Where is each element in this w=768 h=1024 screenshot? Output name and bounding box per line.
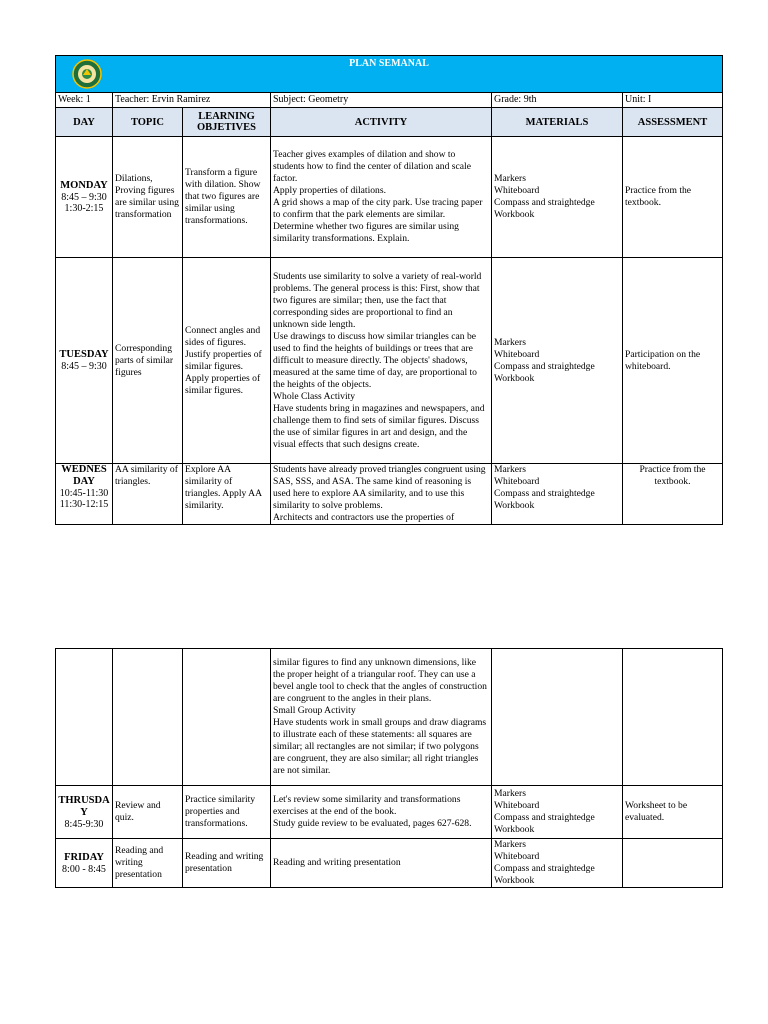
table-row-continuation: [56, 649, 723, 786]
activity-line: Use drawings to discuss how similar triangles can be used to find the heights of buildings or trees that are difficult to measure directly. The objects' shadows, measured at the same time of day, are proportional to the heights of the objects.: [273, 330, 477, 390]
unit-cell: Unit: I: [623, 93, 723, 108]
materials-cell: [492, 649, 623, 786]
assessment-cell: Worksheet to be evaluated.: [623, 786, 723, 839]
topic-cell: AA similarity of triangles.: [113, 464, 183, 525]
day-time: 8:45 – 9:30: [61, 361, 107, 372]
assessment-cell: Practice from the textbook.: [623, 137, 723, 258]
column-header-materials: MATERIALS: [492, 108, 623, 137]
day-name: TUESDAY: [59, 349, 109, 360]
column-header-activity: ACTIVITY: [271, 108, 492, 137]
activity-line: Whole Class Activity: [273, 390, 356, 402]
day-cell: [56, 839, 113, 888]
day-name: DAY: [73, 476, 95, 487]
grade-cell: Grade: 9th: [492, 93, 623, 108]
materials-cell: [492, 137, 623, 258]
activity-cell: [271, 786, 492, 839]
column-header-assessment: ASSESSMENT: [623, 108, 723, 137]
day-time: 8:00 - 8:45: [62, 863, 106, 875]
assessment-cell: [623, 649, 723, 786]
objectives-cell: Connect angles and sides of figures. Justify properties of similar figures. Apply properties of similar figures.: [183, 258, 271, 464]
material-item: Whiteboard: [494, 476, 540, 487]
activity-line: Reading and writing presentation: [273, 857, 401, 868]
table-row-thursday: [56, 786, 723, 839]
day-time: 11:30-12:15: [59, 499, 109, 510]
material-item: Whiteboard: [494, 851, 540, 862]
day-cell: [56, 464, 113, 525]
material-item: Compass and straightedge: [494, 197, 595, 208]
plan-title: PLAN SEMANAL: [349, 58, 429, 69]
table-row-monday: [56, 137, 723, 258]
assessment-cell: Practice from the textbook.: [623, 464, 723, 525]
material-item: Compass and straightedge: [494, 863, 595, 874]
material-item: Markers: [494, 788, 526, 799]
column-header-topic: TOPIC: [113, 108, 183, 137]
week-cell: Week: 1: [56, 93, 113, 108]
activity-line: Students have already proved triangles congruent using SAS, SSS, and ASA. The same kind of reasoning is used here to explore AA similarity, and to use this similarity to solve problems.: [273, 464, 486, 511]
activity-line: A grid shows a map of the city park. Use tracing paper to confirm that the park elements are similar.: [273, 197, 483, 220]
materials-cell: [492, 258, 623, 464]
activity-line: Small Group Activity: [273, 705, 356, 716]
school-seal-icon: [72, 59, 102, 89]
topic-cell: Corresponding parts of similar figures: [113, 258, 183, 464]
day-cell: [56, 649, 113, 786]
activity-line: Teacher gives examples of dilation and show to students how to find the center of dilation and scale factor.: [273, 149, 471, 184]
material-item: Markers: [494, 464, 526, 475]
activity-cell: [271, 464, 492, 525]
activity-line: Apply properties of dilations.: [273, 185, 386, 196]
objectives-cell: Practice similarity properties and transformations.: [183, 786, 271, 839]
day-name: THRUSDA: [58, 794, 110, 806]
topic-cell: [113, 649, 183, 786]
materials-cell: [492, 464, 623, 525]
column-header-objectives: LEARNING OBJETIVES: [183, 108, 271, 137]
activity-line: Have students bring in magazines and newspapers, and challenge them to find sets of similar figures. Discuss the use of similar figures in art and design, and the visual effects that such designs create.: [273, 402, 485, 450]
activity-line: similar figures to find any unknown dimensions, like the proper height of a triangular roof. They can use a bevel angle tool to check that the angles of construction are congruent to the angles in their plans.: [273, 657, 487, 704]
activity-line: Have students work in small groups and draw diagrams to illustrate each of these statements: all squares are similar; all rectangles are not similar; if two polygons are congruent, they are also similar; all right triangles are not similar.: [273, 717, 487, 776]
objectives-cell: Transform a figure with dilation. Show that two figures are similar using transformations.: [183, 137, 271, 258]
material-item: Whiteboard: [494, 800, 540, 811]
material-item: Compass and straightedge: [494, 812, 595, 823]
activity-line: Architects and contractors use the properties of: [273, 512, 455, 523]
day-name: FRIDAY: [64, 851, 104, 863]
weekly-plan-table: [55, 55, 723, 525]
activity-cell: [271, 839, 492, 888]
assessment-cell: Participation on the whiteboard.: [623, 258, 723, 464]
material-item: Workbook: [494, 209, 535, 220]
activity-line: Study guide review to be evaluated, pages 627-628.: [273, 818, 472, 829]
material-item: Markers: [494, 336, 526, 348]
material-item: Compass and straightedge: [494, 360, 595, 372]
topic-cell: Review and quiz.: [113, 786, 183, 839]
day-cell: [56, 258, 113, 464]
objectives-cell: [183, 649, 271, 786]
assessment-cell: [623, 839, 723, 888]
teacher-cell: Teacher: Ervin Ramirez: [113, 93, 271, 108]
materials-cell: [492, 786, 623, 839]
day-time: 8:45 – 9:30: [61, 192, 107, 203]
day-name: WEDNES: [61, 464, 107, 475]
material-item: Markers: [494, 839, 526, 850]
day-cell: [56, 137, 113, 258]
material-item: Workbook: [494, 824, 535, 835]
materials-cell: [492, 839, 623, 888]
table-row-tuesday: [56, 258, 723, 464]
objectives-cell: Explore AA similarity of triangles. Apply AA similarity.: [183, 464, 271, 525]
objectives-cell: Reading and writing presentation: [183, 839, 271, 888]
material-item: Workbook: [494, 372, 535, 384]
subject-cell: Subject: Geometry: [271, 93, 492, 108]
day-name: MONDAY: [60, 180, 108, 191]
day-time: 8:45-9:30: [64, 818, 104, 830]
activity-line: Students use similarity to solve a variety of real-world problems. The general process is this: First, show that two figures are similar; then, use the fact that corresponding sides are proportional to find an unknown side length.: [273, 270, 482, 330]
material-item: Markers: [494, 173, 526, 184]
material-item: Whiteboard: [494, 185, 540, 196]
material-item: Compass and straightedge: [494, 488, 595, 499]
activity-cell: [271, 137, 492, 258]
activity-line: Determine whether two figures are similar using similarity transformations. Explain.: [273, 221, 459, 244]
day-time: 10:45-11:30: [59, 488, 109, 499]
material-item: Workbook: [494, 875, 535, 886]
column-header-day: DAY: [56, 108, 113, 137]
day-time: 1:30-2:15: [64, 203, 104, 214]
material-item: Workbook: [494, 500, 535, 511]
table-row-wednesday: [56, 464, 723, 525]
plan-banner: [56, 56, 723, 93]
day-name: Y: [80, 806, 88, 818]
weekly-plan-table-continued: [55, 648, 723, 888]
topic-cell: Dilations, Proving figures are similar using transformation: [113, 137, 183, 258]
day-cell: [56, 786, 113, 839]
table-row-friday: [56, 839, 723, 888]
topic-cell: Reading and writing presentation: [113, 839, 183, 888]
activity-line: Let's review some similarity and transformations exercises at the end of the book.: [273, 794, 461, 817]
material-item: Whiteboard: [494, 348, 540, 360]
activity-cell: [271, 258, 492, 464]
activity-cell: [271, 649, 492, 786]
